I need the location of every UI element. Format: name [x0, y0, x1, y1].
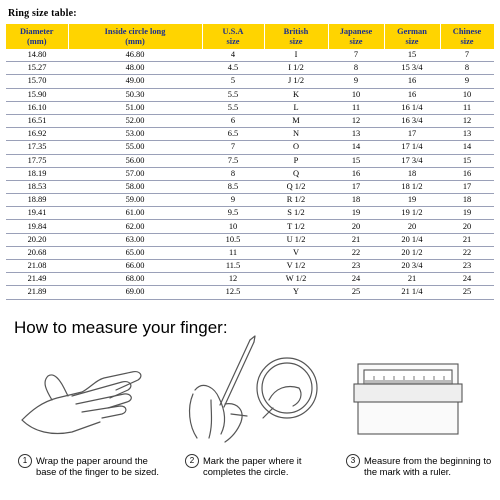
table-cell: 9 [440, 75, 494, 88]
table-cell: 10 [328, 88, 384, 101]
table-cell: 63.00 [68, 233, 202, 246]
table-cell: 68.00 [68, 273, 202, 286]
table-cell: M [264, 114, 328, 127]
table-cell: 18 [384, 167, 440, 180]
table-cell: 20 1/2 [384, 246, 440, 259]
table-cell: 57.00 [68, 167, 202, 180]
table-cell: P [264, 154, 328, 167]
table-cell: 65.00 [68, 246, 202, 259]
table-cell: 20 3/4 [384, 260, 440, 273]
table-cell: 16.92 [6, 128, 68, 141]
table-cell: I [264, 49, 328, 62]
table-cell: 16 [328, 167, 384, 180]
table-cell: N [264, 128, 328, 141]
table-title: Ring size table: [8, 8, 77, 19]
table-cell: Q 1/2 [264, 180, 328, 193]
table-cell: J 1/2 [264, 75, 328, 88]
table-cell: 21 1/4 [384, 286, 440, 299]
step-1 [18, 455, 159, 477]
table-cell: 18 [440, 194, 494, 207]
table-cell: 17 1/4 [384, 141, 440, 154]
table-cell: 15.27 [6, 62, 68, 75]
table-cell: 11.5 [202, 260, 264, 273]
table-cell: 18.19 [6, 167, 68, 180]
header-japanese-size: Japanese size [328, 24, 384, 49]
table-cell: 16.51 [6, 114, 68, 127]
table-cell: 20 [384, 220, 440, 233]
table-cell: 18 1/2 [384, 180, 440, 193]
table-cell: 20.20 [6, 233, 68, 246]
table-cell: 24 [328, 273, 384, 286]
table-cell: W 1/2 [264, 273, 328, 286]
table-cell: V [264, 246, 328, 259]
table-cell: Q [264, 167, 328, 180]
table-cell: 13 [328, 128, 384, 141]
table-row [6, 101, 494, 114]
step-number: 1 [18, 454, 32, 468]
table-cell: 56.00 [68, 154, 202, 167]
table-cell: 21 [440, 233, 494, 246]
table-cell: 11 [440, 101, 494, 114]
table-cell: L [264, 101, 328, 114]
table-cell: 51.00 [68, 101, 202, 114]
table-row [6, 154, 494, 167]
step-number: 3 [346, 454, 360, 468]
table-cell: 16 3/4 [384, 114, 440, 127]
header-diameter: Diameter (mm) [6, 24, 68, 49]
table-cell: 15.90 [6, 88, 68, 101]
table-cell: K [264, 88, 328, 101]
table-row [6, 62, 494, 75]
table-cell: 14.80 [6, 49, 68, 62]
table-cell: 19.84 [6, 220, 68, 233]
table-row [6, 273, 494, 286]
table-cell: 10 [440, 88, 494, 101]
header-british-size: British size [264, 24, 328, 49]
table-cell: 24 [440, 273, 494, 286]
table-cell: V 1/2 [264, 260, 328, 273]
table-cell: 58.00 [68, 180, 202, 193]
table-row [6, 246, 494, 259]
table-cell: 21 [328, 233, 384, 246]
how-to-measure-title: How to measure your finger: [14, 318, 228, 337]
table-cell: 8 [440, 62, 494, 75]
table-cell: O [264, 141, 328, 154]
table-cell: T 1/2 [264, 220, 328, 233]
table-cell: 25 [328, 286, 384, 299]
step-1-line-1: Wrap the paper around the [36, 455, 148, 466]
table-cell: 19 1/2 [384, 207, 440, 220]
table-cell: 17 [328, 180, 384, 193]
header-german-size: German size [384, 24, 440, 49]
step-3 [346, 455, 491, 477]
table-cell: 15 [328, 154, 384, 167]
table-row [6, 75, 494, 88]
table-cell: 9 [328, 75, 384, 88]
table-cell: 18.89 [6, 194, 68, 207]
table-cell: 20 1/4 [384, 233, 440, 246]
table-cell: 17.75 [6, 154, 68, 167]
table-cell: 48.00 [68, 62, 202, 75]
table-cell: Y [264, 286, 328, 299]
table-row [6, 207, 494, 220]
table-cell: 17 3/4 [384, 154, 440, 167]
table-cell: 13 [440, 128, 494, 141]
table-row [6, 260, 494, 273]
step-2-line-2: completes the circle. [203, 466, 289, 477]
marking-illustration [175, 330, 325, 450]
table-cell: 22 [328, 246, 384, 259]
table-row [6, 88, 494, 101]
table-cell: 49.00 [68, 75, 202, 88]
ruler-illustration [350, 360, 470, 440]
table-cell: 15 3/4 [384, 62, 440, 75]
table-cell: 55.00 [68, 141, 202, 154]
table-row [6, 194, 494, 207]
step-2-line-1: Mark the paper where it [203, 455, 302, 466]
table-cell: U 1/2 [264, 233, 328, 246]
table-cell: 4 [202, 49, 264, 62]
table-cell: 19 [328, 207, 384, 220]
table-cell: 7 [440, 49, 494, 62]
hand-illustration [12, 350, 162, 440]
step-3-line-2: the mark with a ruler. [364, 466, 452, 477]
table-cell: 21.49 [6, 273, 68, 286]
table-row [6, 180, 494, 193]
table-cell: 15.70 [6, 75, 68, 88]
step-1-line-2: base of the finger to be sized. [36, 466, 159, 477]
table-cell: 17 [440, 180, 494, 193]
table-cell: 7 [328, 49, 384, 62]
table-cell: 5.5 [202, 101, 264, 114]
table-body [6, 49, 494, 299]
table-cell: 61.00 [68, 207, 202, 220]
table-row [6, 286, 494, 299]
table-row [6, 233, 494, 246]
table-cell: 25 [440, 286, 494, 299]
table-cell: 14 [440, 141, 494, 154]
table-cell: 19 [440, 207, 494, 220]
table-row [6, 141, 494, 154]
table-cell: 12.5 [202, 286, 264, 299]
table-cell: 21.08 [6, 260, 68, 273]
table-cell: 10 [202, 220, 264, 233]
step-number: 2 [185, 454, 199, 468]
table-cell: 18.53 [6, 180, 68, 193]
table-cell: 7.5 [202, 154, 264, 167]
table-cell: R 1/2 [264, 194, 328, 207]
table-cell: 17.35 [6, 141, 68, 154]
table-cell: 62.00 [68, 220, 202, 233]
table-cell: 5.5 [202, 88, 264, 101]
table-cell: 23 [440, 260, 494, 273]
table-row [6, 49, 494, 62]
table-cell: 6.5 [202, 128, 264, 141]
table-header-row [6, 24, 494, 49]
table-cell: 52.00 [68, 114, 202, 127]
table-cell: 16 1/4 [384, 101, 440, 114]
table-row [6, 114, 494, 127]
table-cell: 10.5 [202, 233, 264, 246]
header-usa-size: U.S.A size [202, 24, 264, 49]
table-cell: 21 [384, 273, 440, 286]
table-cell: 8 [202, 167, 264, 180]
table-cell: 16 [440, 167, 494, 180]
header-chinese-size: Chinese size [440, 24, 494, 49]
table-cell: 11 [328, 101, 384, 114]
table-cell: 15 [440, 154, 494, 167]
table-cell: 16 [384, 88, 440, 101]
table-cell: 46.80 [68, 49, 202, 62]
table-cell: 22 [440, 246, 494, 259]
header-inside-circle: Inside circle long (mm) [68, 24, 202, 49]
table-cell: 15 [384, 49, 440, 62]
table-cell: 59.00 [68, 194, 202, 207]
table-cell: 17 [384, 128, 440, 141]
table-cell: 12 [202, 273, 264, 286]
table-cell: 14 [328, 141, 384, 154]
table-cell: 21.89 [6, 286, 68, 299]
table-cell: 20.68 [6, 246, 68, 259]
table-cell: 23 [328, 260, 384, 273]
table-cell: 16 [384, 75, 440, 88]
table-cell: 4.5 [202, 62, 264, 75]
table-cell: 19 [384, 194, 440, 207]
table-cell: 11 [202, 246, 264, 259]
table-cell: 5 [202, 75, 264, 88]
table-cell: 8 [328, 62, 384, 75]
table-cell: S 1/2 [264, 207, 328, 220]
table-cell: 53.00 [68, 128, 202, 141]
table-cell: 20 [440, 220, 494, 233]
step-2 [185, 455, 301, 477]
table-cell: 19.41 [6, 207, 68, 220]
table-cell: 7 [202, 141, 264, 154]
ring-size-table [6, 24, 495, 300]
table-cell: 20 [328, 220, 384, 233]
table-cell: 69.00 [68, 286, 202, 299]
table-cell: 12 [328, 114, 384, 127]
table-cell: 66.00 [68, 260, 202, 273]
table-row [6, 128, 494, 141]
table-cell: 9.5 [202, 207, 264, 220]
table-cell: 6 [202, 114, 264, 127]
table-cell: I 1/2 [264, 62, 328, 75]
step-3-line-1: Measure from the beginning to [364, 455, 492, 466]
table-cell: 50.30 [68, 88, 202, 101]
table-cell: 9 [202, 194, 264, 207]
table-row [6, 220, 494, 233]
table-cell: 8.5 [202, 180, 264, 193]
table-row [6, 167, 494, 180]
table-cell: 12 [440, 114, 494, 127]
table-cell: 16.10 [6, 101, 68, 114]
table-cell: 18 [328, 194, 384, 207]
